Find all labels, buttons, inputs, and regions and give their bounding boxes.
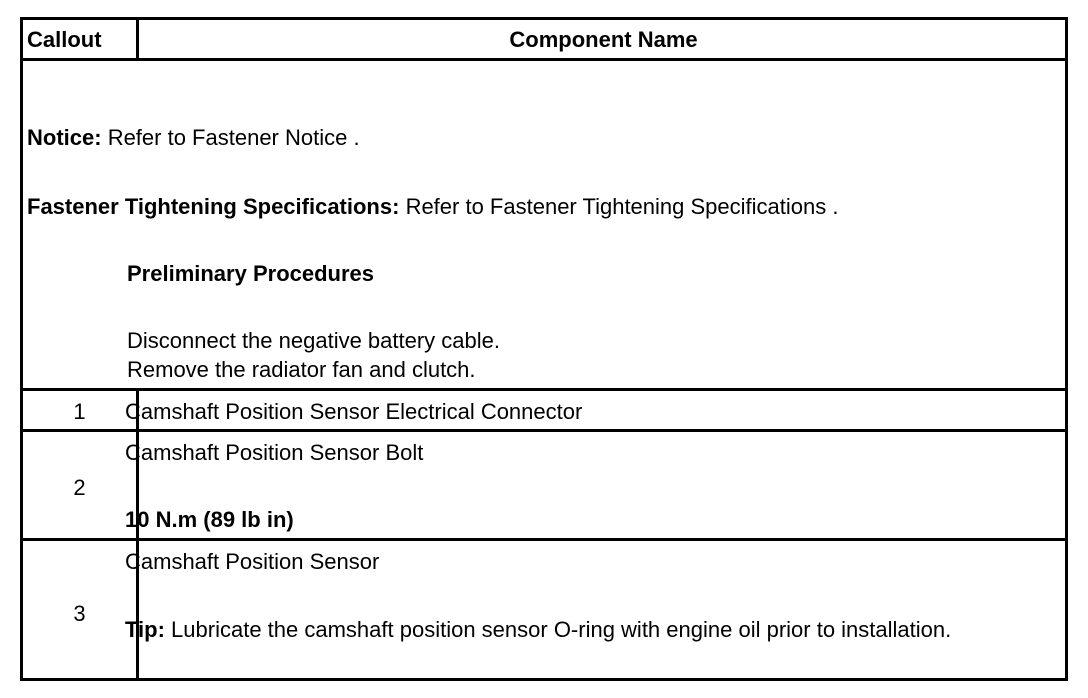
tip-label: Tip: xyxy=(125,617,165,642)
component-table xyxy=(20,17,1068,681)
row-2-divider xyxy=(23,538,1065,541)
row-1-divider xyxy=(23,429,1065,432)
tip-text: Lubricate the camshaft position sensor O-ring with engine oil prior to installation. xyxy=(171,617,952,642)
row-2-component-name: Camshaft Position Sensor Bolt xyxy=(125,440,424,465)
preliminary-step: Disconnect the negative battery cable. xyxy=(127,328,501,353)
notice-label: Notice: xyxy=(27,125,102,150)
row-2-torque-spec: 10 N.m (89 lb in) xyxy=(125,507,294,532)
preliminary-step: Remove the radiator fan and clutch. xyxy=(127,357,476,382)
notice-line xyxy=(27,124,360,152)
row-1-component-name: Camshaft Position Sensor Electrical Connector xyxy=(125,399,583,424)
component-column-header: Component Name xyxy=(509,27,698,52)
header-divider xyxy=(23,58,1065,61)
row-3-component-name: Camshaft Position Sensor xyxy=(125,549,380,574)
preliminary-procedures-heading: Preliminary Procedures xyxy=(127,261,375,286)
fastener-spec-label: Fastener Tightening Specifications: xyxy=(27,194,400,219)
row-3-callout: 3 xyxy=(73,601,86,626)
row-3-tip xyxy=(125,616,951,644)
row-1-callout: 1 xyxy=(73,399,86,424)
fastener-spec-line xyxy=(27,193,838,221)
intro-divider xyxy=(23,388,1065,391)
callout-column-header: Callout xyxy=(27,27,102,52)
fastener-spec-text: Refer to Fastener Tightening Specifications . xyxy=(405,194,839,219)
row-2-callout: 2 xyxy=(73,475,86,500)
notice-text: Refer to Fastener Notice . xyxy=(107,125,360,150)
